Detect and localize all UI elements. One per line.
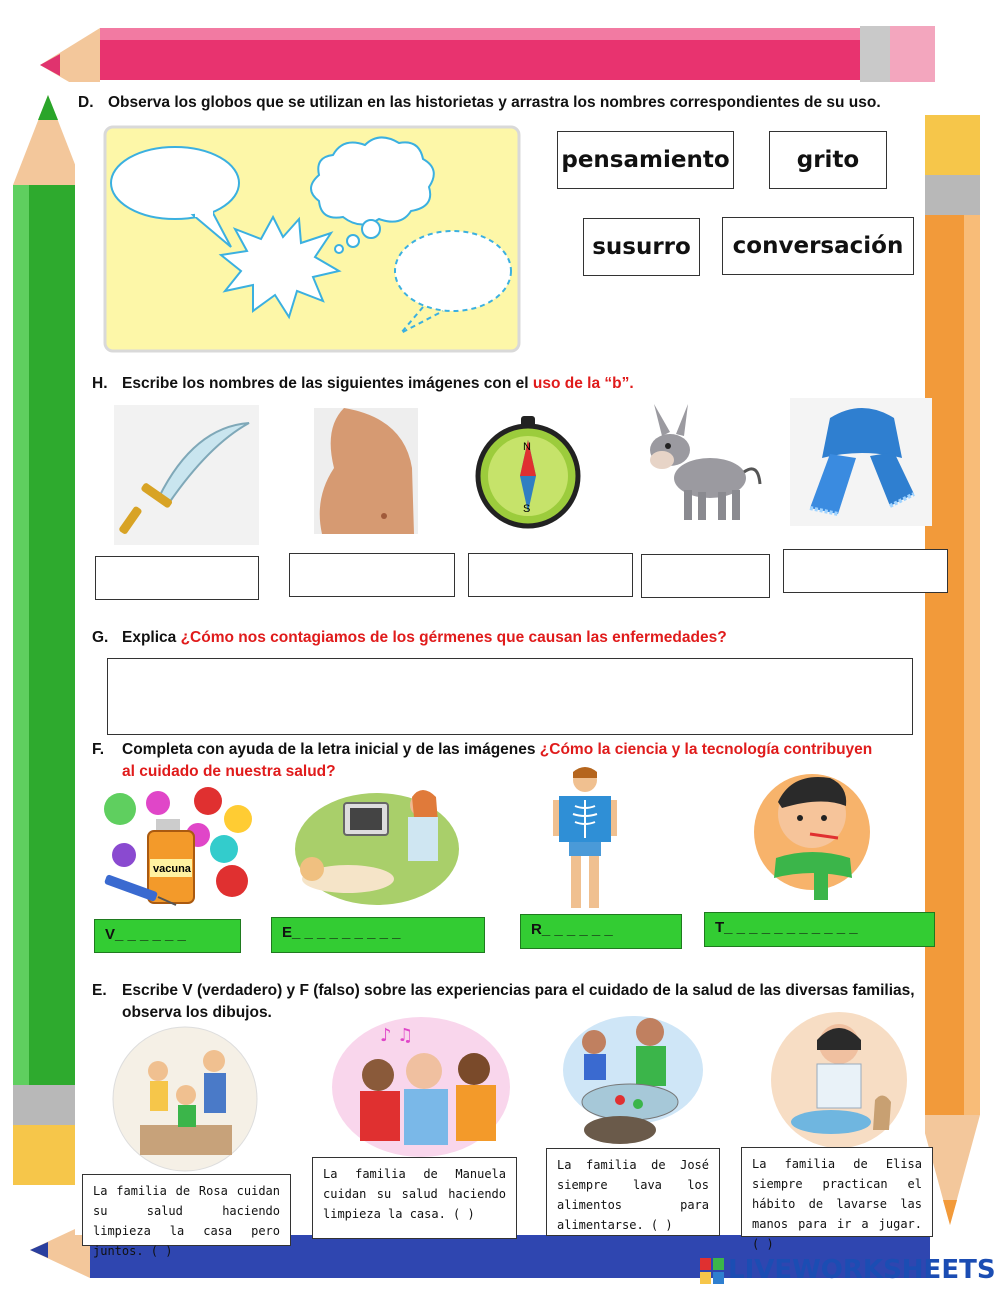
ultrasound-exam-icon (292, 783, 462, 909)
family-washing-food-icon (560, 1010, 706, 1148)
speech-bubbles-panel (103, 125, 521, 353)
word-conversacion[interactable]: conversación (722, 217, 914, 275)
family-hugging-icon (330, 1015, 512, 1158)
word-susurro[interactable]: susurro (583, 218, 700, 276)
answer-box-donkey[interactable] (641, 554, 770, 598)
svg-text:♪ ♫: ♪ ♫ (380, 1025, 414, 1046)
compass-icon (473, 412, 583, 530)
donkey-icon (640, 400, 765, 525)
svg-text:N: N (523, 441, 531, 453)
statement-manuela: La familia de Manuela cuidan su salud haciendo limpieza la casa. ( ) (312, 1157, 517, 1239)
scarf-icon (790, 398, 932, 526)
pink-pencil-decoration (40, 20, 940, 82)
liveworksheets-logo (700, 1255, 996, 1285)
answer-box-shoulder[interactable] (289, 553, 455, 597)
instruction-question-continued: al cuidado de nuestra salud? (122, 763, 336, 780)
family-cleaning-together-icon (110, 1025, 260, 1173)
instruction-question: ¿Cómo nos contagiamos de los gérmenes que causan las enfermedades? (180, 629, 727, 646)
vaccine-icon (98, 785, 266, 915)
section-letter: F. (92, 741, 105, 758)
blank-termometro[interactable]: T_ _ _ _ _ _ _ _ _ _ _ (704, 912, 935, 947)
answer-box-compass[interactable] (468, 553, 633, 597)
thermometer-icon (752, 762, 874, 904)
blank-radiografia[interactable]: R_ _ _ _ _ _ (520, 914, 682, 949)
shoulder-icon (314, 408, 418, 534)
section-letter: D. (78, 94, 94, 111)
instruction-question: ¿Cómo la ciencia y la tecnología contribuyen (539, 741, 873, 758)
answer-box-scarf[interactable] (783, 549, 948, 593)
section-letter: G. (92, 629, 109, 646)
girl-washing-hands-icon (765, 1010, 913, 1150)
blank-vacuna[interactable]: V_ _ _ _ _ _ (94, 919, 241, 953)
sword-icon (114, 405, 259, 545)
section-g-instruction (92, 627, 912, 649)
instruction-text: Escribe V (verdadero) y F (falso) sobre las experiencias para el cuidado de la salud de las diversas familias, (122, 982, 915, 999)
brand-name: LIVEWORKSHEETS (728, 1255, 996, 1285)
instruction-text: Explica (122, 629, 181, 646)
answer-box-sword[interactable] (95, 556, 259, 600)
section-letter: H. (92, 375, 108, 392)
instruction-text: Observa los globos que se utilizan en las historietas y arrastra los nombres correspondientes de su uso. (108, 94, 881, 111)
instruction-text-continued: observa los dibujos. (122, 1004, 272, 1021)
orange-pencil-decoration (915, 115, 985, 1235)
section-letter: E. (92, 982, 107, 999)
section-d-instruction (78, 92, 918, 114)
instruction-highlight: uso de la “b”. (532, 375, 634, 392)
instruction-text: Completa con ayuda de la letra inicial y de las imágenes (122, 741, 540, 758)
explanation-answer-box[interactable] (107, 658, 913, 735)
svg-text:S: S (523, 503, 531, 515)
statement-rosa: La familia de Rosa cuidan su salud haciendo limpieza la casa pero juntos. ( ) (82, 1174, 291, 1246)
x-ray-icon (553, 766, 617, 912)
word-pensamiento[interactable]: pensamiento (557, 131, 734, 189)
instruction-text: Escribe los nombres de las siguientes imágenes con el (122, 375, 533, 392)
statement-jose: La familia de José siempre lava los alimentos para alimentarse. ( ) (546, 1148, 720, 1236)
section-h-instruction (92, 373, 912, 395)
live-badge-icon (700, 1258, 724, 1284)
vaccine-label: vacuna (153, 863, 191, 875)
blank-ecografia[interactable]: E_ _ _ _ _ _ _ _ _ (271, 917, 485, 953)
statement-elisa: La familia de Elisa siempre practican el hábito de lavarse las manos para ir a jugar. ( ) (741, 1147, 933, 1237)
word-grito[interactable]: grito (769, 131, 887, 189)
